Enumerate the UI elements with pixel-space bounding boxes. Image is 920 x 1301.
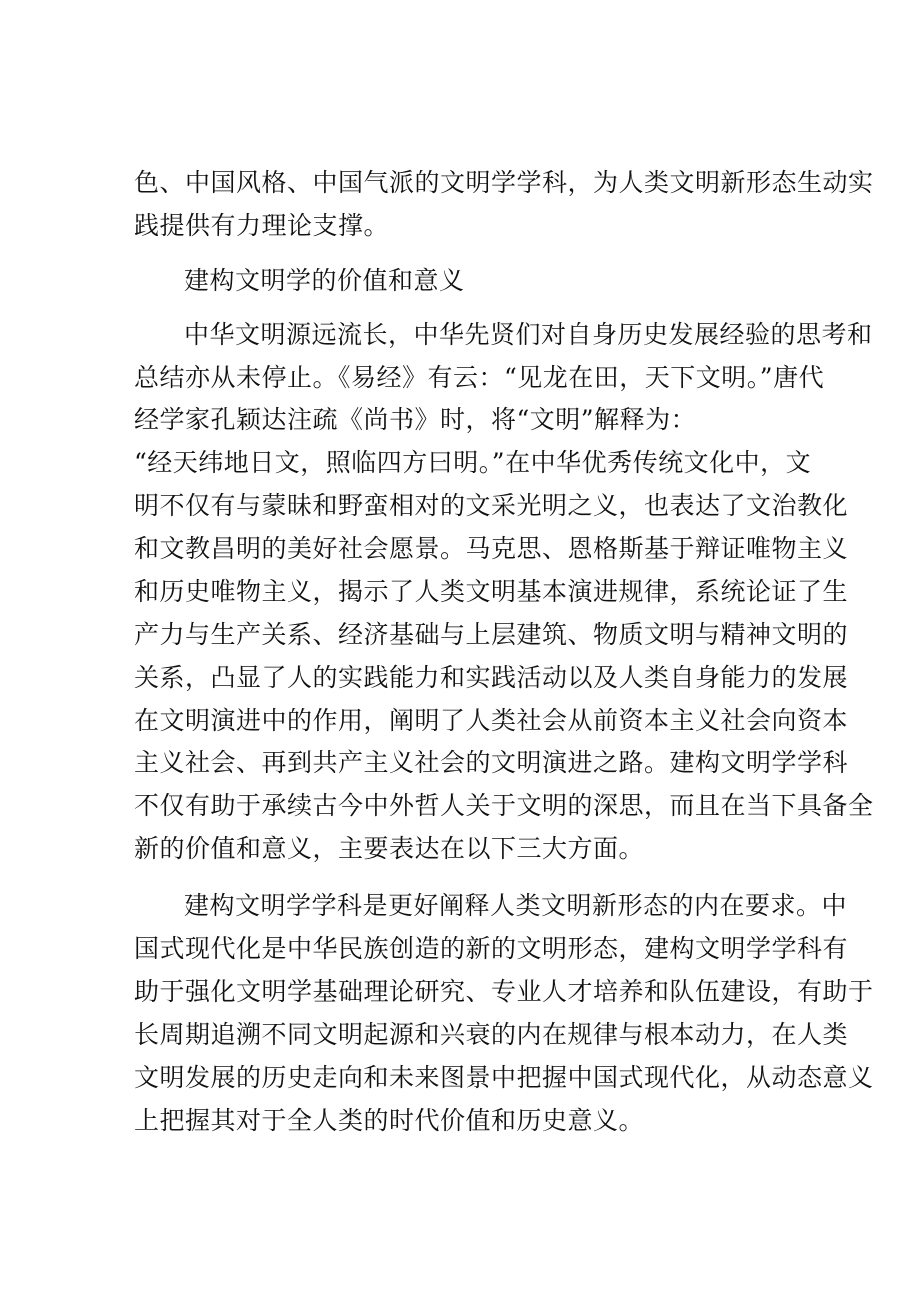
paragraph-line: 关系，凸显了人的实践能力和实践活动以及人类自身能力的发展 (134, 663, 849, 692)
paragraph-line: 和历史唯物主义，揭示了人类文明基本演进规律，系统论证了生 (134, 577, 849, 606)
paragraph-line: 新的价值和意义，主要表达在以下三大方面。 (134, 834, 645, 863)
paragraph-line: 长周期追溯不同文明起源和兴衰的内在规律与根本动力，在人类 (134, 1020, 849, 1049)
paragraph-line: 色、中国风格、中国气派的文明学学科，为人类文明新形态生动实 (134, 168, 874, 197)
paragraph-line: 不仅有助于承续古今中外哲人关于文明的深思，而且在当下具备全 (134, 791, 874, 820)
paragraph-line: 上把握其对于全人类的时代价值和历史意义。 (134, 1106, 645, 1135)
paragraph-line: 文明发展的历史走向和未来图景中把握中国式现代化，从动态意义 (134, 1063, 874, 1092)
paragraph-line: 明不仅有与蒙昧和野蛮相对的文采光明之义，也表达了文治教化 (134, 491, 849, 520)
paragraph-line: 经学家孔颖达注疏《尚书》时，将“文明”解释为： (134, 405, 697, 434)
paragraph-line: 总结亦从未停止。《易经》有云：“见龙在田，天下文明。”唐代 (134, 363, 825, 392)
paragraph-line: 和文教昌明的美好社会愿景。马克思、恩格斯基于辩证唯物主义 (134, 534, 849, 563)
paragraph-line: 产力与生产关系、经济基础与上层建筑、物质文明与精神文明的 (134, 620, 849, 649)
paragraph-line: 主义社会、再到共产主义社会的文明演进之路。建构文明学学科 (134, 748, 849, 777)
paragraph-line: 中华文明源远流长，中华先贤们对自身历史发展经验的思考和 (184, 320, 873, 349)
paragraph-line: 践提供有力理论支撑。 (134, 211, 390, 240)
paragraph-line: 建构文明学学科是更好阐释人类文明新形态的内在要求。中 (184, 891, 848, 920)
paragraph-line: “经天纬地日文，照临四方曰明。”在中华优秀传统文化中，文 (134, 448, 812, 477)
section-heading: 建构文明学的价值和意义 (184, 266, 465, 295)
paragraph-line: 在文明演进中的作用，阐明了人类社会从前资本主义社会向资本 (134, 706, 849, 735)
paragraph-line: 助于强化文明学基础理论研究、专业人才培养和队伍建设，有助于 (134, 977, 874, 1006)
paragraph-line: 国式现代化是中华民族创造的新的文明形态，建构文明学学科有 (134, 934, 849, 963)
